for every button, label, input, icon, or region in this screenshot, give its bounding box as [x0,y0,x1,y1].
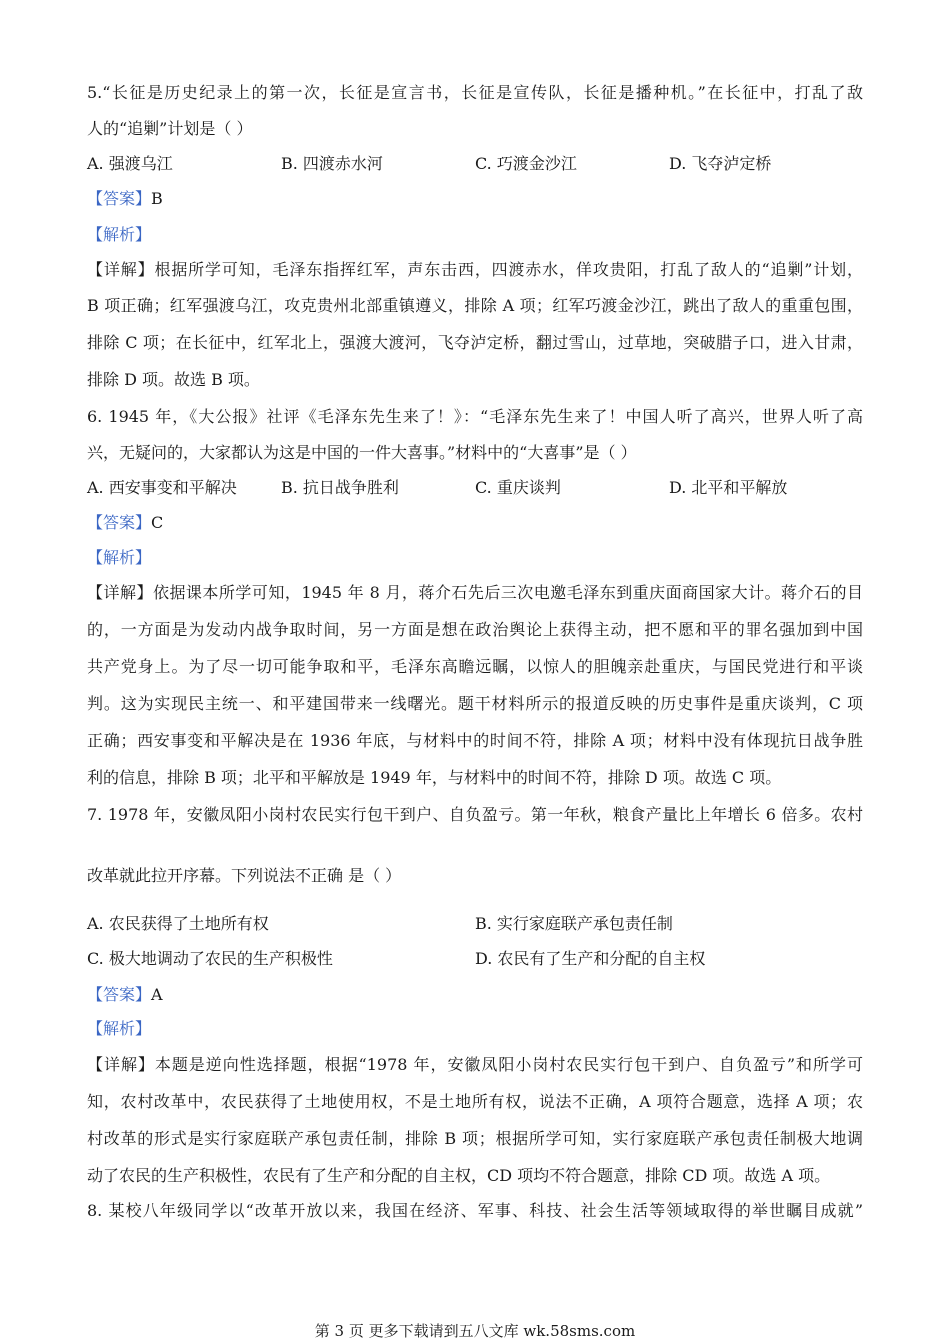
q8-stem-line-1: 8. 某校八年级同学以“改革开放以来，我国在经济、军事、科技、社会生活等领域取得的举世瞩目成就” [87,1201,863,1220]
analysis-tag: 【解析】 [87,1019,152,1038]
q5-option-d: D. 飞夺泸定桥 [669,154,772,173]
answer-tag: 【答案】 [87,985,152,1004]
q6-stem-line-1: 6. 1945 年，《大公报》社评《毛泽东先生来了！》：“毛泽东先生来了！中国人听了高兴，世界人听了高 [87,407,863,426]
q6-detail-line-4: 判。这为实现民主统一、和平建国带来一线曙光。题干材料所示的报道反映的历史事件是重庆谈判，C 项 [87,694,863,713]
q5-stem-line-1: 5.“长征是历史纪录上的第一次，长征是宣言书，长征是宣传队，长征是播种机。”在长征中，打乱了敌 [87,83,863,102]
q5-option-a: A. 强渡乌江 [87,154,173,173]
q6-answer-value: C [151,513,164,532]
q5-detail-line-1 [87,258,863,282]
q5-detail-line-3: 排除 C 项；在长征中，红军北上，强渡大渡河，飞夺泸定桥，翻过雪山，过草地，突破腊子口，进入甘肃， [87,333,863,352]
q6-detail-line-5: 正确；西安事变和平解决是在 1936 年底，与材料中的时间不符，排除 A 项；材料中没有体现抗日战争胜 [87,731,863,750]
analysis-tag: 【解析】 [87,225,152,244]
q5-answer-row [87,187,863,211]
q5-detail-line-2: B 项正确；红军强渡乌江，攻克贵州北部重镇遵义，排除 A 项；红军巧渡金沙江，跳出了敌人的重重包围， [87,296,863,315]
answer-tag: 【答案】 [87,513,152,532]
q7-option-a: A. 农民获得了土地所有权 [87,914,269,933]
q7-stem-line-1: 7. 1978 年，安徽凤阳小岗村农民实行包干到户、自负盈亏。第一年秋，粮食产量比上年增长 6 倍多。农村 [87,805,863,824]
q7-detail-line-1 [87,1053,863,1077]
q6-option-d: D. 北平和平解放 [669,478,788,497]
q7-option-c: C. 极大地调动了农民的生产积极性 [87,949,333,968]
q5-option-c: C. 巧渡金沙江 [475,154,577,173]
answer-tag: 【答案】 [87,189,152,208]
q6-option-a: A. 西安事变和平解决 [87,478,237,497]
page-footer: 第 3 页 更多下载请到五八文库 wk.58sms.com [314,1322,636,1340]
q6-detail-line-3: 共产党身上。为了尽一切可能争取和平，毛泽东高瞻远瞩，以惊人的胆魄亲赴重庆，与国民党进行和平谈 [87,657,863,676]
q7-detail-line-3: 村改革的形式是实行家庭联产承包责任制，排除 B 项；根据所学可知，实行家庭联产承包责任制极大地调 [87,1129,863,1148]
q6-detail-line-6: 利的信息，排除 B 项；北平和平解放是 1949 年，与材料中的时间不符，排除 D 项。故选 C 项。 [87,768,782,787]
q6-analysis-row [87,546,863,570]
detail-tag: 【详解】 [87,583,153,602]
q5-answer-value: B [151,189,163,208]
q6-option-b: B. 抗日战争胜利 [281,478,399,497]
detail-tag: 【详解】 [87,1055,155,1074]
q7-answer-value: A [151,985,163,1004]
q5-detail-text-1: 根据所学可知，毛泽东指挥红军，声东击西，四渡赤水，佯攻贵阳，打乱了敌人的“追剿”计划， [154,260,863,279]
detail-tag: 【详解】 [87,260,155,279]
q6-detail-line-1 [87,581,863,605]
q6-detail-line-2: 的，一方面是为发动内战争取时间，另一方面是想在政治舆论上获得主动，把不愿和平的罪名强加到中国 [87,620,863,639]
q6-option-c: C. 重庆谈判 [475,478,561,497]
q7-detail-line-2: 知，农村改革中，农民获得了土地使用权，不是土地所有权，说法不正确，A 项符合题意，选择 A 项；农 [87,1092,863,1111]
q7-option-d: D. 农民有了生产和分配的自主权 [475,949,706,968]
q7-stem-line-2: 改革就此拉开序幕。下列说法不正确 是（ ） [87,866,402,885]
q5-option-b: B. 四渡赤水河 [281,154,383,173]
q5-detail-line-4: 排除 D 项。故选 B 项。 [87,370,260,389]
q7-detail-text-1: 本题是逆向性选择题，根据“1978 年，安徽凤阳小岗村农民实行包干到户、自负盈亏”和所学可 [154,1055,863,1074]
q7-detail-line-4: 动了农民的生产积极性，农民有了生产和分配的自主权，CD 项均不符合题意，排除 CD 项。故选 A 项。 [87,1166,831,1185]
analysis-tag: 【解析】 [87,548,152,567]
q6-detail-text-1: 依据课本所学可知，1945 年 8 月，蒋介石先后三次电邀毛泽东到重庆面商国家大计。蒋介石的目 [152,583,863,602]
q7-analysis-row [87,1017,863,1041]
q6-answer-row [87,511,863,535]
q5-stem-line-2: 人的“追剿”计划是（ ） [87,119,253,138]
q7-answer-row [87,983,863,1007]
q5-analysis-row [87,223,863,247]
q6-stem-line-2: 兴，无疑问的，大家都认为这是中国的一件大喜事。”材料中的“大喜事”是（ ） [87,443,637,462]
q7-option-b: B. 实行家庭联产承包责任制 [475,914,673,933]
